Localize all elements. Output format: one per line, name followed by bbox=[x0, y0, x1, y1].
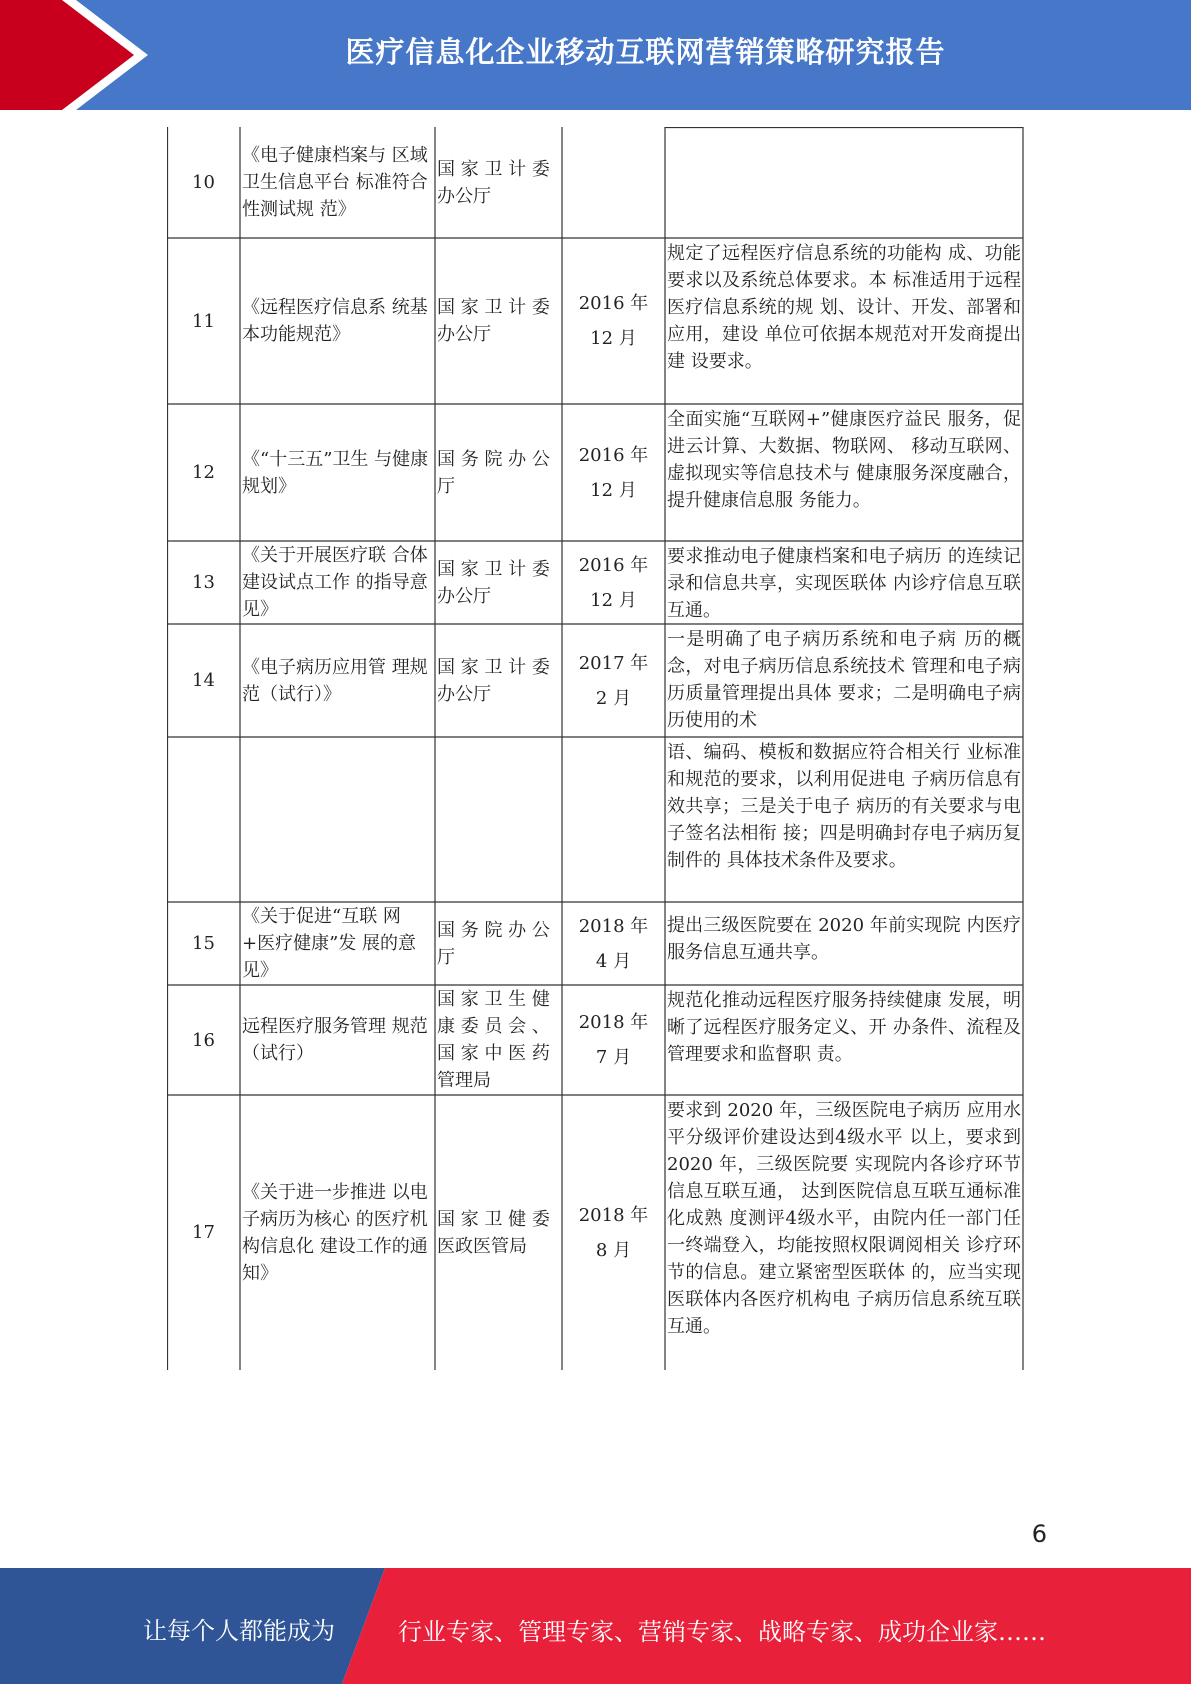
issuer: 国 家 卫 生 健康 委 员 会 、国 家 中 医 药管理局 bbox=[437, 989, 550, 1091]
issue-year: 2018 年 bbox=[578, 1012, 649, 1033]
policy-name: 《关于促进“互联 网+医疗健康”发 展的意见》 bbox=[242, 906, 417, 981]
policy-name: 《远程医疗信息系 统基本功能规范》 bbox=[242, 297, 428, 345]
policy-description: 一是明确了电子病历系统和电子病 历的概念，对电子病历信息系统技术 管理和电子病历质量管理提出具体 要求；二是明确电子病历使用的术 bbox=[667, 629, 1021, 731]
page-header bbox=[0, 0, 1191, 110]
policy-description: 提出三级医院要在 2020 年前实现院 内医疗服务信息互通共享。 bbox=[667, 915, 1021, 963]
issuer: 国 家 卫 计 委办公厅 bbox=[437, 656, 550, 705]
issue-date bbox=[562, 902, 665, 985]
issue-month: 8 月 bbox=[595, 1239, 632, 1261]
issue-year: 2017 年 bbox=[578, 652, 649, 674]
policy-name: 《“十三五”卫生 与健康规划》 bbox=[242, 448, 429, 497]
row-number: 10 bbox=[192, 172, 215, 193]
row-number: 16 bbox=[192, 1029, 215, 1051]
issue-month: 12 月 bbox=[590, 589, 637, 611]
issuer: 国 务 院 办 公厅 bbox=[437, 919, 550, 968]
issue-date bbox=[562, 985, 665, 1095]
issuer: 国 务 院 办 公厅 bbox=[437, 448, 550, 497]
issue-month: 7 月 bbox=[595, 1047, 632, 1068]
row-number: 17 bbox=[192, 1222, 215, 1243]
issue-date bbox=[562, 624, 665, 737]
row-number: 15 bbox=[192, 933, 215, 954]
issue-year: 2018 年 bbox=[578, 915, 649, 937]
issue-month: 12 月 bbox=[590, 479, 637, 501]
issue-date bbox=[562, 541, 665, 624]
row-number: 14 bbox=[192, 670, 215, 691]
issue-year: 2016 年 bbox=[578, 293, 649, 314]
issuer: 国 家 卫 计 委办公厅 bbox=[437, 297, 550, 345]
row-number: 13 bbox=[192, 572, 215, 593]
row-number: 11 bbox=[192, 310, 215, 332]
issue-date bbox=[562, 1095, 665, 1370]
issue-month: 12 月 bbox=[590, 328, 637, 349]
issue-date bbox=[562, 404, 665, 541]
policy-name: 《电子健康档案与 区域卫生信息平台 标准符合性测试规 范》 bbox=[242, 145, 428, 220]
issue-month: 4 月 bbox=[595, 950, 632, 972]
policy-description: 要求到 2020 年，三级医院电子病历 应用水平分级评价建设达到4级水平 以上，要求到 2020 年，三级医院要 实现院内各诊疗环节信息互联互通， 达到医院信息互联互通标准化成熟 度测评4级水平，由院内任一部门任 一终端登入，均能按照权限调阅相关 诊疗环节的信息。建立紧密型医联体 的，应当实现医联体内各医疗机构电 子病历信息系统互联互通。 bbox=[667, 1100, 1021, 1337]
issue-year: 2018 年 bbox=[578, 1204, 649, 1226]
policy-name: 《关于开展医疗联 合体建设试点工作 的指导意见》 bbox=[242, 545, 428, 620]
page-number: 6 bbox=[1031, 1520, 1047, 1548]
footer-slogan-left: 让每个人都能成为 bbox=[143, 1617, 335, 1645]
policy-table bbox=[167, 127, 1024, 1370]
policy-name: 远程医疗服务管理 规范（试行） bbox=[242, 1016, 428, 1064]
issuer: 国 家 卫 计 委办公厅 bbox=[437, 558, 550, 607]
policy-description bbox=[665, 127, 1023, 238]
row-number: 12 bbox=[192, 462, 215, 483]
issuer: 国 家 卫 计 委办公厅 bbox=[437, 158, 550, 207]
footer-slogan-right: 行业专家、管理专家、营销专家、战略专家、成功企业家…… bbox=[398, 1618, 1046, 1646]
policy-description-continued: 语、编码、模板和数据应符合相关行 业标准和规范的要求，以利用促进电 子病历信息有效共享；三是关于电子 病历的有关要求与电子签名法相衔 接；四是明确封存电子病历复制件的 具体技术条件及要求。 bbox=[667, 742, 1021, 871]
issue-year: 2016 年 bbox=[578, 444, 649, 466]
issuer: 国 家 卫 健 委医政医管局 bbox=[437, 1208, 550, 1257]
report-title: 医疗信息化企业移动互联网营销策略研究报告 bbox=[345, 35, 946, 69]
policy-description: 规定了远程医疗信息系统的功能构 成、功能要求以及系统总体要求。本 标准适用于远程医疗信息系统的规 划、设计、开发、部署和应用，建设 单位可依据本规范对开发商提出建 设要求。 bbox=[667, 243, 1021, 372]
policy-description: 规范化推动远程医疗服务持续健康 发展，明晰了远程医疗服务定义、开 办条件、流程及管理要求和监督职 责。 bbox=[667, 990, 1021, 1065]
policy-name: 《电子病历应用管 理规范（试行）》 bbox=[242, 656, 428, 705]
policy-name: 《关于进一步推进 以电子病历为核心 的医疗机构信息化 建设工作的通知》 bbox=[242, 1181, 428, 1284]
issue-month: 2 月 bbox=[595, 687, 632, 709]
issue-date bbox=[562, 238, 665, 404]
policy-description: 全面实施“互联网+”健康医疗益民 服务，促进云计算、大数据、物联网、 移动互联网、虚拟现实等信息技术与 健康服务深度融合，提升健康信息服 务能力。 bbox=[667, 409, 1021, 511]
page-footer bbox=[0, 1568, 1191, 1684]
issue-year: 2016 年 bbox=[578, 554, 649, 576]
policy-description: 要求推动电子健康档案和电子病历 的连续记录和信息共享，实现医联体 内诊疗信息互联互通。 bbox=[667, 546, 1021, 621]
